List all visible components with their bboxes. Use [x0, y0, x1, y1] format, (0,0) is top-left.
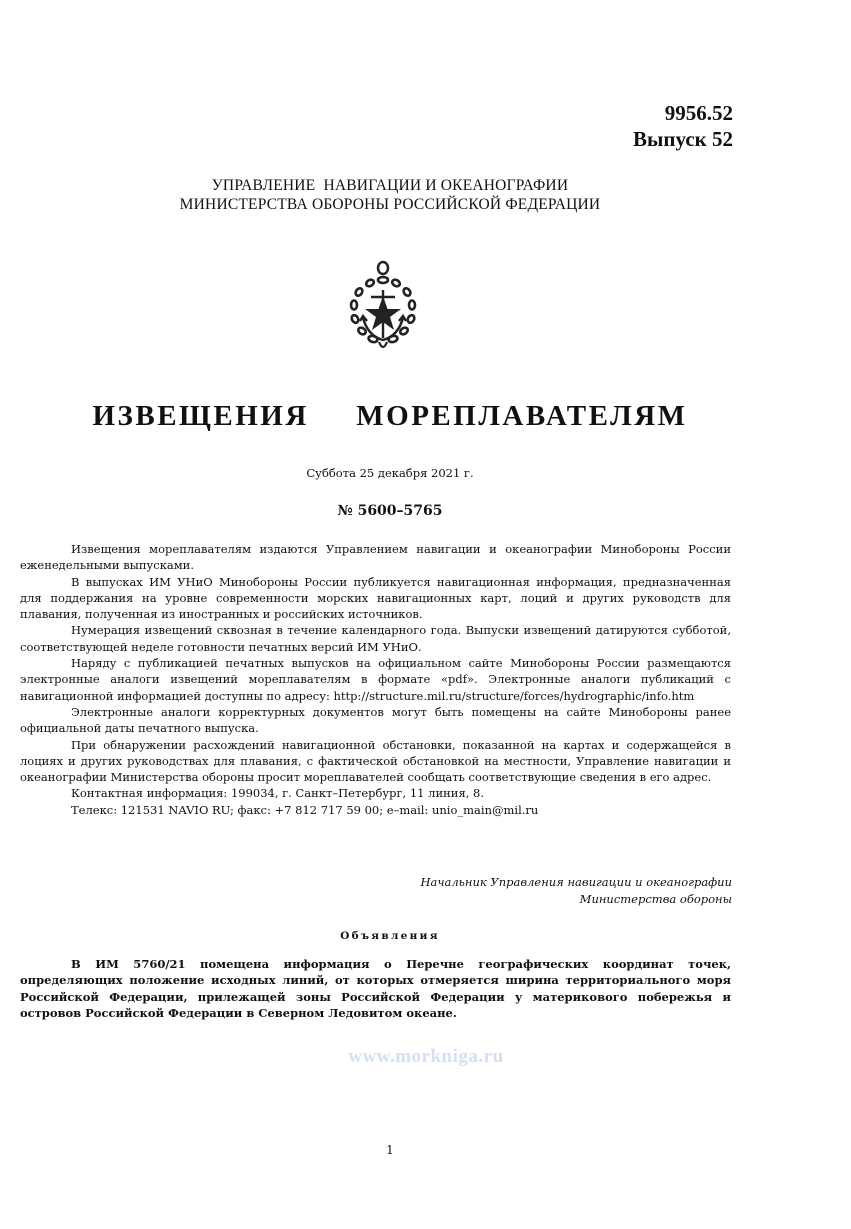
body-paragraph: Нумерация извещений сквозная в течение календарного года. Выпуски извещений датируются субботой, соответствующей неделе готовности печатных версий ИМ УНиО. — [20, 623, 731, 654]
body-paragraph: Извещения мореплавателям издаются Управлением навигации и океанографии Минобороны России еженедельными выпусками. — [20, 542, 731, 573]
organization-line-2: МИНИСТЕРСТВА ОБОРОНЫ РОССИЙСКОЙ ФЕДЕРАЦИИ — [179, 196, 601, 213]
issue-label: Выпуск 52 — [632, 127, 733, 151]
body-paragraph: Электронные аналоги корректурных документов могут быть помещены на сайте Минобороны ранее официальной даты печатного выпуска. — [20, 704, 731, 736]
signature-line-2: Министерства обороны — [579, 892, 732, 906]
issue-date: Суббота 25 декабря 2021 г. — [306, 466, 474, 480]
body-paragraph: Наряду с публикацией печатных выпусков на официальном сайте Минобороны России размещаются электронные аналоги извещений мореплавателям в формате «pdf». Электронные аналоги публикаций с навигационной информацией доступны по адресу: http://structure.mil.ru/structure/forces/hydrographic/info.htm — [20, 656, 731, 703]
signature-line-1: Начальник Управления навигации и океанографии — [420, 875, 732, 889]
body-paragraph: В выпусках ИМ УНиО Минобороны России публикуется навигационная информация, предназначенная для поддержания на уровне современности морских навигационных карт, лоций и других руководств для плавания, полученная из иностранных и российских источников. — [20, 574, 731, 622]
announcement-text: В ИМ 5760/21 помещена информация о Перечне географических координат точек, определяющих положение исходных линий, от которых отмеряется ширина территориального моря Российской Федерации, прилежащей зоны Российской Федерации у материкового побережья и островов Российской Федерации в Северном Ледовитом океане. — [20, 957, 731, 1020]
document-number: 9956.52 — [664, 101, 733, 125]
page-number: 1 — [386, 1143, 394, 1157]
signature-block — [420, 874, 732, 908]
watermark: www.morkniga.ru — [348, 1046, 504, 1067]
anchor-star-chain-emblem-icon — [346, 260, 420, 356]
contact-telecom: Телекс: 121531 NAVIO RU; факс: +7 812 717 59 00; e–mail: unio_main@mil.ru — [71, 802, 539, 817]
document-code-block — [633, 100, 733, 152]
organization-name — [0, 176, 780, 214]
body-paragraph: При обнаружении расхождений навигационной обстановки, показанной на картах и содержащейся в лоциях и других руководствах для плавания, с фактической обстановкой на местности, Управление навигации и океанографии Министерства обороны просит мореплавателей сообщать соответствующие сведения в его адрес. — [20, 737, 731, 785]
organization-line-1: УПРАВЛЕНИЕ НАВИГАЦИИ И ОКЕАНОГРАФИИ — [211, 177, 569, 194]
contact-address: Контактная информация: 199034, г. Санкт–Петербург, 11 линия, 8. — [71, 786, 484, 801]
announcements-heading: Объявления — [340, 930, 440, 942]
body-text — [20, 541, 731, 818]
page-title: ИЗВЕЩЕНИЯ МОРЕПЛАВАТЕЛЯМ — [92, 400, 688, 432]
notice-number-range: № 5600–5765 — [337, 503, 443, 519]
